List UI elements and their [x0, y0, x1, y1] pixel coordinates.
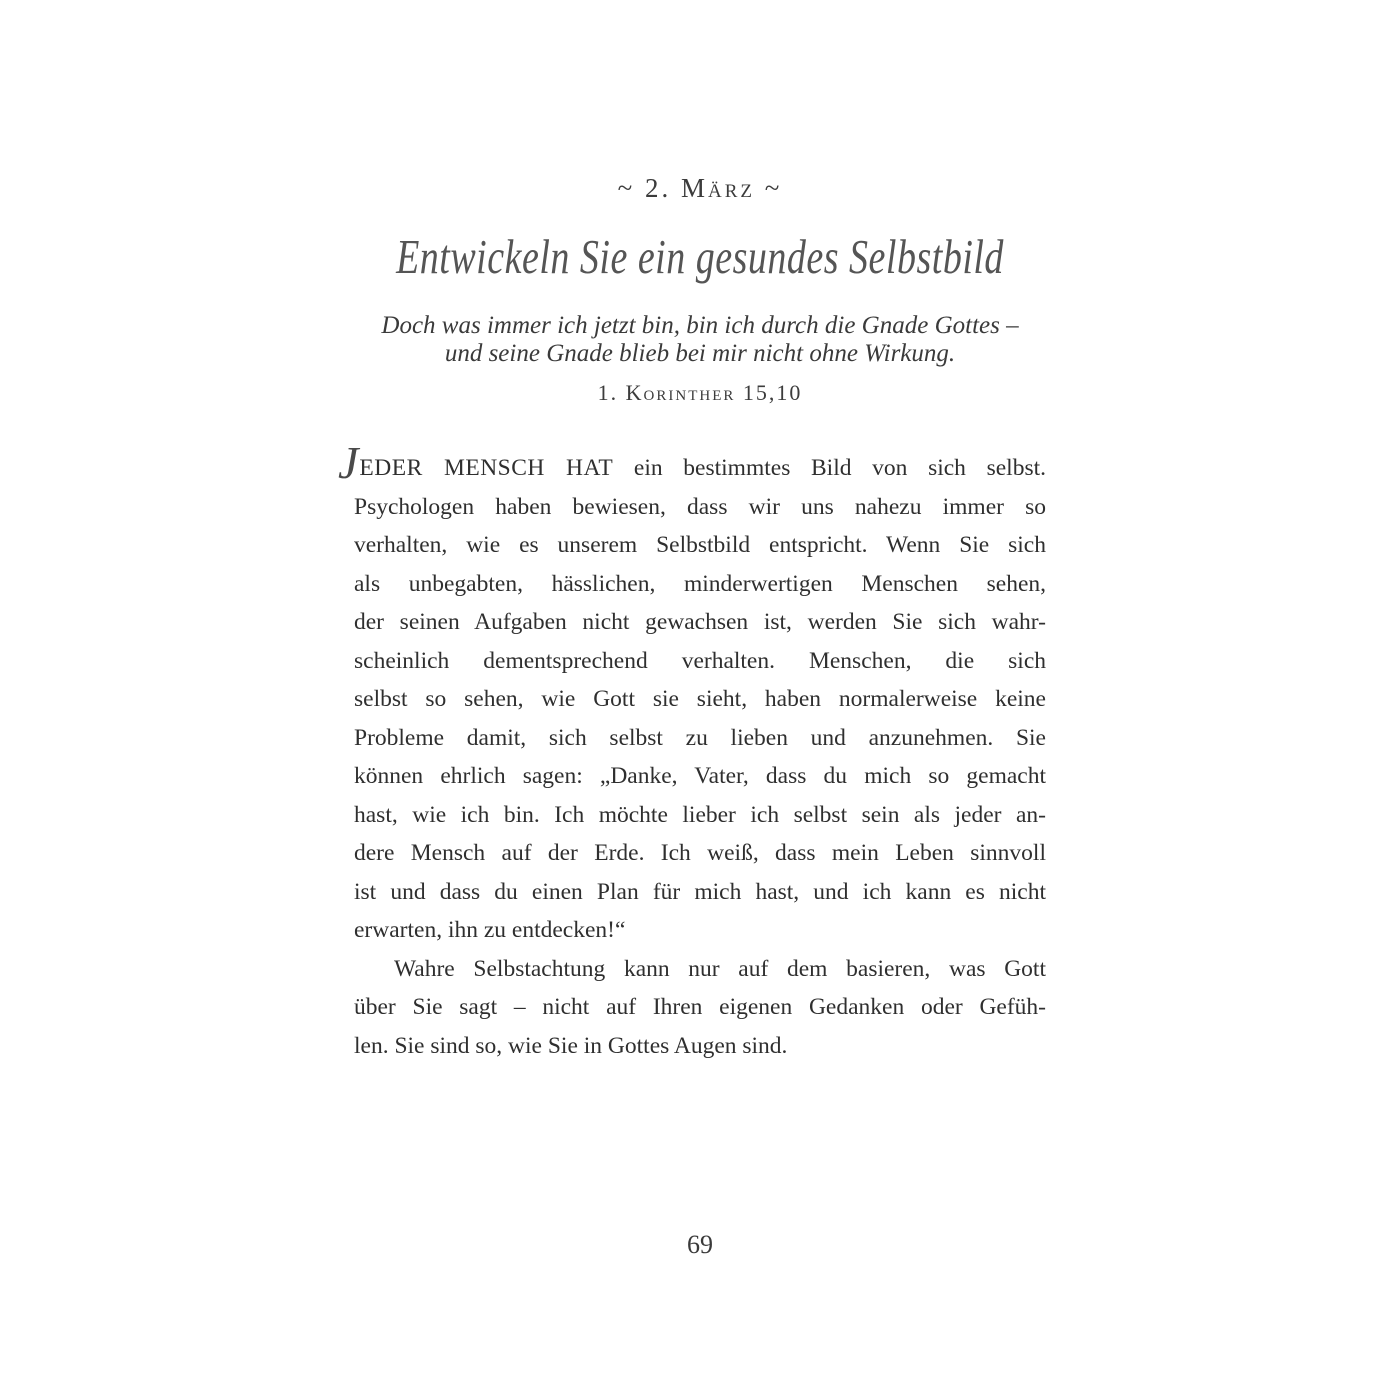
text-line: Probleme damit, sich selbst zu lieben und anzunehmen. Sie	[354, 724, 1046, 751]
drop-cap-initial: J	[338, 437, 359, 488]
verse-lines	[354, 312, 1046, 368]
text-line: selbst so sehen, wie Gott sie sieht, haben normalerweise keine	[354, 686, 1046, 712]
text-line: ist und dass du einen Plan für mich hast, und ich kann es nicht	[354, 878, 1046, 905]
text-line: als unbegabten, hässlichen, minderwertigen Menschen sehen,	[354, 570, 1046, 597]
paragraph-2-lines	[354, 950, 1046, 1066]
chapter-title: Entwickeln Sie ein gesundes Selbstbild	[396, 230, 1004, 285]
verse-line: und seine Gnade blieb bei mir nicht ohne Wirkung.	[444, 340, 956, 367]
verse-block	[354, 312, 1046, 405]
paragraph-1	[338, 437, 1047, 950]
paragraph-2	[354, 950, 1046, 1066]
lead-caps-text: EDER MENSCH HAT	[359, 455, 614, 481]
text-line: scheinlich dementsprechend verhalten. Menschen, die sich	[354, 647, 1046, 674]
date-header: ~ 2. März ~	[617, 173, 783, 203]
scripture-reference: 1. Korinther 15,10	[597, 380, 803, 405]
text-line: der seinen Aufgaben nicht gewachsen ist, werden Sie sich wahr-	[354, 609, 1046, 635]
text-line: Psychologen haben bewiesen, dass wir uns nahezu immer so	[354, 493, 1046, 520]
paragraph-1-lines	[354, 488, 1046, 950]
verse-line: Doch was immer ich jetzt bin, bin ich durch die Gnade Gottes –	[381, 312, 1019, 339]
text-line: dere Mensch auf der Erde. Ich weiß, dass mein Leben sinnvoll	[354, 840, 1046, 866]
text-line: Wahre Selbstachtung kann nur auf dem basieren, was Gott	[394, 955, 1046, 982]
page-number: 69	[687, 1230, 713, 1259]
body-lead-line	[338, 437, 1047, 488]
text-line: erwarten, ihn zu entdecken!“	[354, 917, 626, 943]
text-line: hast, wie ich bin. Ich möchte lieber ich selbst sein als jeder an-	[354, 801, 1046, 828]
text-line: verhalten, wie es unserem Selbstbild entspricht. Wenn Sie sich	[354, 532, 1046, 558]
text-line: über Sie sagt – nicht auf Ihren eigenen Gedanken oder Gefüh-	[354, 994, 1046, 1020]
text-line: können ehrlich sagen: „Danke, Vater, dass du mich so gemacht	[354, 763, 1046, 789]
text-column	[338, 0, 1047, 1259]
body-text	[338, 437, 1047, 1065]
text-line: len. Sie sind so, wie Sie in Gottes Augen sind.	[354, 1032, 788, 1059]
lead-rest-text: ein bestimmtes Bild von sich selbst.	[613, 455, 1047, 481]
